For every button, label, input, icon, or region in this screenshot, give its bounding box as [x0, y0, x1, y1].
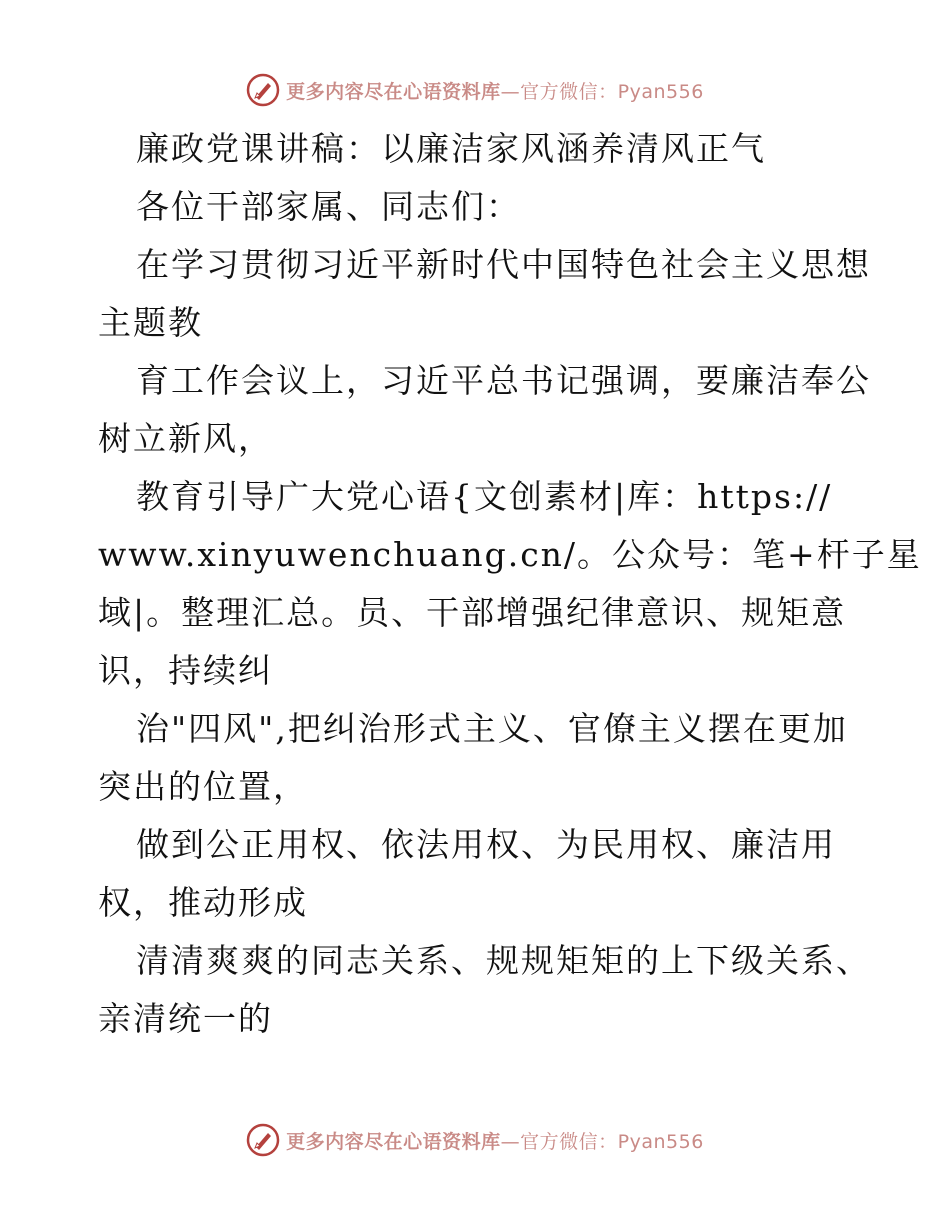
pen-nib-logo-icon [246, 73, 280, 107]
paragraph-line: 树立新风， [98, 419, 273, 458]
paragraph-line: 主题教 [98, 303, 203, 342]
footer-banner-text: 更多内容尽在心语资料库—官方微信：Pyan556 [286, 1130, 704, 1153]
paragraph-line: 突出的位置， [98, 767, 308, 806]
salutation: 各位干部家属、同志们： [136, 187, 521, 226]
paragraph-line: www.xinyuwenchuang.cn/。公众号：笔+杆子星 [98, 535, 922, 574]
paragraph-line: 域|。整理汇总。员、干部增强纪律意识、规矩意 [98, 593, 847, 632]
paragraph-line: 权，推动形成 [98, 883, 308, 922]
paragraph-line: 治"四风",把纠治形式主义、官僚主义摆在更加 [136, 709, 848, 748]
header-banner-text: 更多内容尽在心语资料库—官方微信：Pyan556 [286, 80, 704, 103]
document-body [98, 120, 922, 1048]
footer-banner [0, 1120, 950, 1160]
paragraph-line: 亲清统一的 [98, 999, 273, 1038]
document-title: 廉政党课讲稿：以廉洁家风涵养清风正气 [136, 129, 766, 168]
paragraph-line: 清清爽爽的同志关系、规规矩矩的上下级关系、 [136, 941, 871, 980]
paragraph-line: 育工作会议上，习近平总书记强调，要廉洁奉公 [136, 361, 871, 400]
paragraph-line: 做到公正用权、依法用权、为民用权、廉洁用 [136, 825, 836, 864]
paragraph-line: 在学习贯彻习近平新时代中国特色社会主义思想 [136, 245, 871, 284]
header-banner [0, 70, 950, 110]
paragraph-line: 教育引导广大党心语{文创素材|库：https:// [136, 477, 833, 516]
pen-nib-logo-icon [246, 1123, 280, 1157]
paragraph-line: 识，持续纠 [98, 651, 273, 690]
